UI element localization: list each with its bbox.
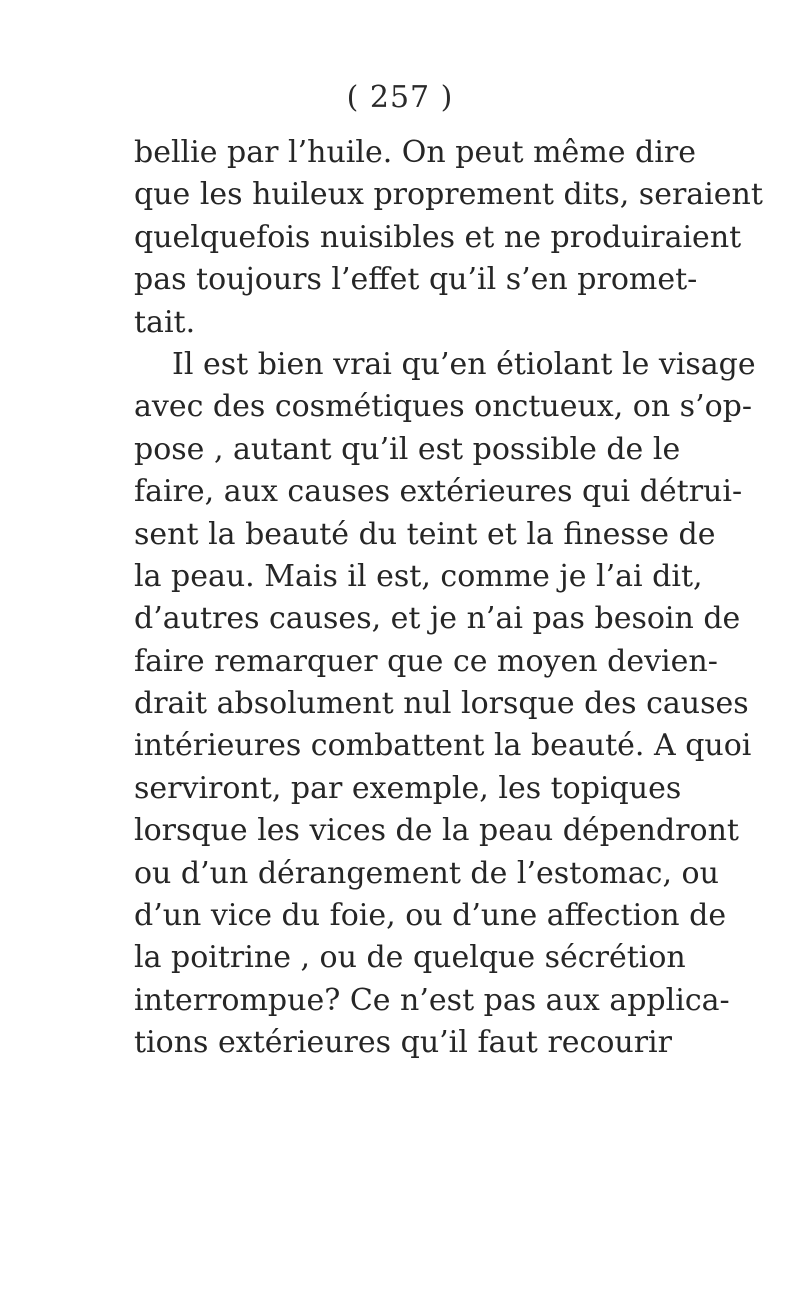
text-line: ou d’un dérangement de l’estomac, ou: [134, 855, 719, 891]
text-line: faire remarquer que ce moyen devien-: [134, 643, 718, 679]
text-line: pas toujours l’effet qu’il s’en promet-: [134, 262, 698, 298]
text-line: tait.: [134, 304, 196, 340]
text-line: intérieures combattent la beauté. A quoi: [134, 728, 752, 764]
text-line: quelquefois nuisibles et ne produiraient: [134, 219, 742, 255]
paragraph-1: [134, 132, 763, 344]
text-line: pose , autant qu’il est possible de le: [134, 431, 681, 467]
text-line: serviront, par exemple, les topiques: [134, 770, 682, 806]
text-line: bellie par l’huile. On peut même dire: [134, 135, 696, 170]
text-line: tions extérieures qu’il faut recourir: [134, 1025, 672, 1061]
text-line: drait absolument nul lorsque des causes: [134, 686, 749, 722]
text-line: faire, aux causes extérieures qui détrui-: [134, 474, 743, 510]
text-line: sent la beauté du teint et la finesse de: [134, 516, 716, 552]
text-line: lorsque les vices de la peau dépendront: [134, 813, 739, 849]
text-line: avec des cosmétiques onctueux, on s’op-: [134, 389, 753, 425]
text-line: que les huileux proprement dits, seraient: [134, 177, 763, 213]
text-line: Il est bien vrai qu’en étiolant le visage: [172, 346, 756, 382]
page-number: ( 257 ): [346, 80, 454, 115]
text-line: la poitrine , ou de quelque sécrétion: [134, 940, 686, 976]
paragraph-2: [134, 344, 756, 1065]
text-line: la peau. Mais il est, comme je l’ai dit,: [134, 558, 703, 594]
body-text: [134, 132, 763, 1065]
text-line: d’autres causes, et je n’ai pas besoin de: [134, 601, 741, 637]
text-line: d’un vice du foie, ou d’une affection de: [134, 898, 727, 934]
text-line: interrompue? Ce n’est pas aux applica-: [134, 982, 730, 1018]
